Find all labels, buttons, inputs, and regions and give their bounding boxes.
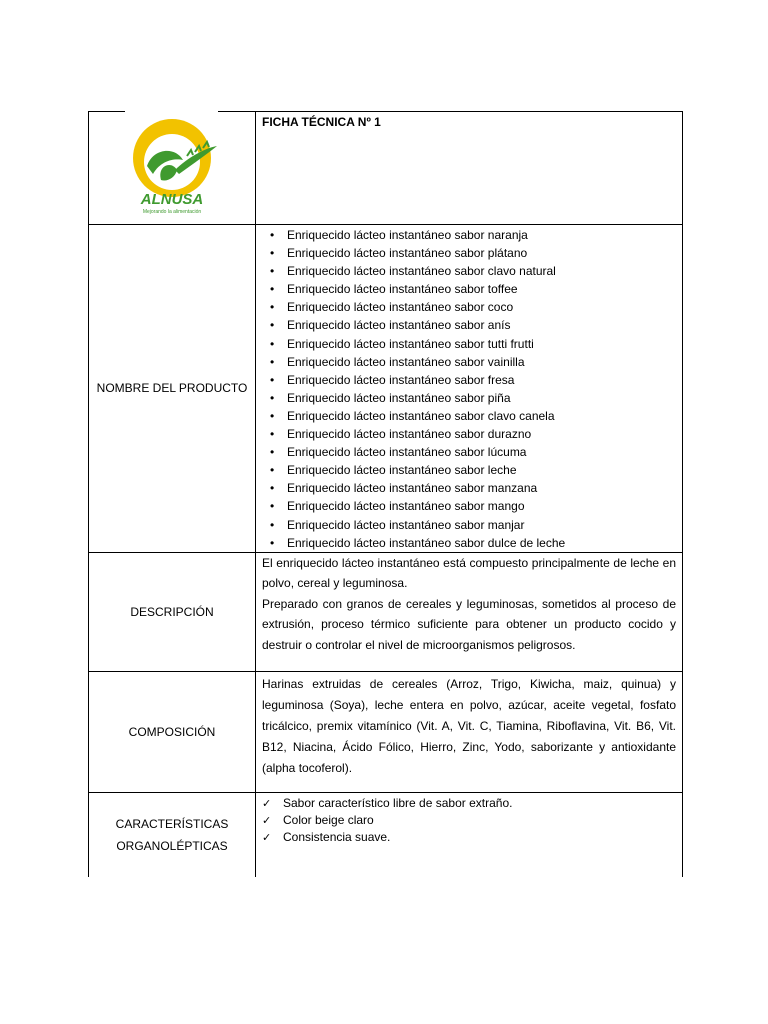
list-item: • Enriquecido lácteo instantáneo sabor clavo canela: [270, 407, 682, 425]
list-item: • Enriquecido lácteo instantáneo sabor fresa: [270, 371, 682, 389]
list-item: • Enriquecido lácteo instantáneo sabor clavo natural: [270, 262, 682, 280]
list-item: • Enriquecido lácteo instantáneo sabor toffee: [270, 280, 682, 298]
description-label: DESCRIPCIÓN: [89, 552, 256, 671]
logo-tagline: Mejorando la alimentación: [142, 209, 202, 215]
list-item: • Enriquecido lácteo instantáneo sabor manjar: [270, 516, 682, 534]
list-item: • Enriquecido lácteo instantáneo sabor durazno: [270, 425, 682, 443]
organoleptic-cell: [256, 792, 683, 877]
product-list: [256, 225, 682, 552]
checkmark-icon: ✓: [262, 813, 272, 827]
list-item: • Enriquecido lácteo instantáneo sabor dulce de leche: [270, 534, 682, 552]
product-list-cell: [256, 225, 683, 553]
organoleptic-label: [89, 792, 256, 877]
organoleptic-list: [256, 795, 682, 846]
composition-cell: [256, 671, 683, 792]
header-row: [89, 112, 683, 225]
description-row: [89, 552, 683, 671]
sheet-title: FICHA TÉCNICA Nº 1: [262, 115, 381, 129]
list-item: • Enriquecido lácteo instantáneo sabor plátano: [270, 244, 682, 262]
list-item: • Enriquecido lácteo instantáneo sabor mango: [270, 497, 682, 515]
list-item: • Enriquecido lácteo instantáneo sabor naranja: [270, 226, 682, 244]
logo-wordmark: ALNUSA: [140, 191, 204, 208]
list-item: • Enriquecido lácteo instantáneo sabor manzana: [270, 479, 682, 497]
list-item: • Enriquecido lácteo instantáneo sabor leche: [270, 461, 682, 479]
spec-table: [88, 111, 683, 877]
list-item: [262, 829, 682, 846]
description-cell: [256, 552, 683, 671]
product-name-row: [89, 225, 683, 553]
list-item: • Enriquecido lácteo instantáneo sabor anís: [270, 316, 682, 334]
description-paragraph-2: Preparado con granos de cereales y leguminosas, sometidos al proceso de extrusión, proceso térmico suficiente para obtener un producto cocido y destruir o controlar el nivel de microorganismos peligrosos.: [262, 596, 676, 652]
organoleptic-row: [89, 792, 683, 877]
composition-text: Harinas extruidas de cereales (Arroz, Trigo, Kiwicha, maiz, quinua) y leguminosa (Soya), leche entera en polvo, azúcar, aceite vegetal, fosfato tricálcico, premix vitamínico (Vit. A, Vit. C, Tiamina, Riboflavina, Vit. B6, Vit. B12, Niacina, Ácido Fólico, Hierro, Zinc, Yodo, saborizante y antioxidante (alpha tocoferol).: [262, 676, 676, 775]
list-item: • Enriquecido lácteo instantáneo sabor vainilla: [270, 353, 682, 371]
product-name-label: NOMBRE DEL PRODUCTO: [89, 225, 256, 553]
list-item-text: Sabor característico libre de sabor extraño.: [283, 795, 513, 810]
list-item-text: Consistencia suave.: [283, 829, 391, 844]
technical-sheet: [88, 111, 682, 877]
checkmark-icon: ✓: [262, 796, 272, 810]
list-item: • Enriquecido lácteo instantáneo sabor lúcuma: [270, 443, 682, 461]
list-item: • Enriquecido lácteo instantáneo sabor tutti frutti: [270, 335, 682, 353]
list-item: [262, 812, 682, 829]
organoleptic-label-line-2: ORGANOLÉPTICAS: [116, 838, 228, 853]
checkmark-icon: ✓: [262, 830, 272, 844]
organoleptic-label-line-1: CARACTERÍSTICAS: [115, 816, 229, 831]
title-cell: [256, 112, 683, 225]
border-gap: [125, 108, 218, 113]
logo-cell: [89, 112, 256, 225]
composition-row: [89, 671, 683, 792]
description-paragraph-1: El enriquecido lácteo instantáneo está compuesto principalmente de leche en polvo, cereal y leguminosa.: [262, 555, 676, 591]
list-item: • Enriquecido lácteo instantáneo sabor coco: [270, 298, 682, 316]
composition-label: COMPOSICIÓN: [89, 671, 256, 792]
list-item: • Enriquecido lácteo instantáneo sabor piña: [270, 389, 682, 407]
alnusa-logo: [117, 118, 227, 218]
list-item-text: Color beige claro: [283, 812, 374, 827]
list-item: [262, 795, 682, 812]
